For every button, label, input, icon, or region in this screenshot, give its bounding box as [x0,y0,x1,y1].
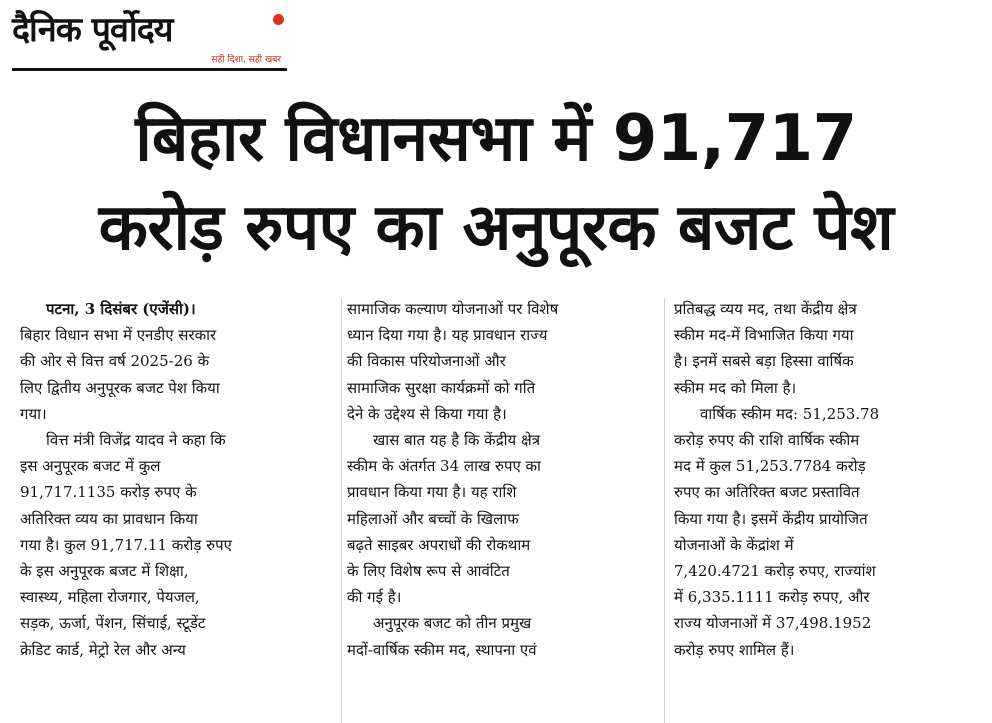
headline [0,95,992,273]
text-line: स्कीम मद-में विभाजित किया गया [674,326,854,345]
text-line: वार्षिक स्कीम मद: 51,253.78 [700,404,880,423]
headline-line-2: करोड़ रुपए का अनुपूरक बजट पेश [98,191,894,265]
text-line: है। इनमें सबसे बड़ा हिस्सा वार्षिक [674,352,854,371]
text-line: अनुपूरक बजट को तीन प्रमुख [373,614,532,633]
headline-line-1: बिहार विधानसभा में 91,717 [135,102,857,176]
text-line: ध्यान दिया गया है। यह प्रावधान राज्य [347,326,548,345]
logo-dot-icon [273,14,284,25]
text-line: बढ़ते साइबर अपराधों की रोकथाम [347,535,531,554]
article-column-2 [347,296,652,723]
text-line: 91,717.1135 करोड़ रुपए के [20,483,197,502]
text-line: राज्य योजनाओं में 37,498.1952 [674,614,872,633]
text-line: किया गया है। इसमें केंद्रीय प्रायोजित [674,509,868,528]
text-line: देने के उद्देश्य से किया गया है। [347,404,507,423]
text-line: के इस अनुपूरक बजट में शिक्षा, [20,562,189,581]
text-line: की ओर से वित्त वर्ष 2025-26 के [20,352,210,371]
text-line: में 6,335.1111 करोड़ रुपए, और [674,588,870,607]
column-divider [341,298,342,723]
text-line: स्वास्थ्य, महिला रोजगार, पेयजल, [20,588,200,607]
text-line: प्रतिबद्ध व्यय मद, तथा केंद्रीय क्षेत्र [674,300,857,318]
text-line: मदों-वार्षिक स्कीम मद, स्थापना एवं [347,640,537,659]
text-line: सामाजिक सुरक्षा कार्यक्रमों को गति [347,378,536,397]
text-line: स्कीम के अंतर्गत 34 लाख रुपए का [347,457,541,476]
article-dateline: पटना, 3 दिसंबर (एजेंसी)। [46,300,196,318]
text-line: प्रावधान किया गया है। यह राशि [347,483,517,502]
text-line: योजनाओं के केंद्रांश में [674,535,794,554]
text-line: के लिए विशेष रूप से आवंटित [347,562,510,581]
text-line: इस अनुपूरक बजट में कुल [20,457,161,476]
text-line: गया। [20,404,47,423]
text-line: सड़क, ऊर्जा, पेंशन, सिंचाई, स्टूडेंट [20,614,206,633]
text-line: करोड़ रुपए शामिल हैं। [674,640,795,659]
article-column-3 [674,296,979,723]
article-column-1 [20,296,338,723]
masthead-rule [12,68,287,71]
text-line: 7,420.4721 करोड़ रुपए, राज्यांश [674,562,876,581]
text-line: क्रेडिट कार्ड, मेट्रो रेल और अन्य [20,640,186,659]
text-line: अतिरिक्त व्यय का प्रावधान किया [20,509,198,528]
text-line: गया है। कुल 91,717.11 करोड़ रुपए [20,535,232,554]
text-line: मद में कुल 51,253.7784 करोड़ [674,457,866,476]
text-line: वित्त मंत्री विजेंद्र यादव ने कहा कि [46,431,226,450]
newspaper-logo: दैनिक पूर्वोदय [12,10,173,50]
text-line: लिए द्वितीय अनुपूरक बजट पेश किया [20,378,220,397]
text-line: रुपए का अतिरिक्त बजट प्रस्तावित [674,483,860,502]
text-line: खास बात यह है कि केंद्रीय क्षेत्र [373,431,541,450]
masthead-tagline: सही दिशा, सही खबर [211,55,281,65]
text-line: सामाजिक कल्याण योजनाओं पर विशेष [347,300,559,318]
text-line: करोड़ रुपए की राशि वार्षिक स्कीम [674,431,860,450]
column-divider [664,298,665,723]
text-line: की गई है। [347,588,402,607]
text-line: स्कीम मद को मिला है। [674,378,797,397]
text-line: की विकास परियोजनाओं और [347,352,506,371]
text-line: महिलाओं और बच्चों के खिलाफ [347,509,519,528]
masthead [12,6,287,72]
text-line: बिहार विधान सभा में एनडीए सरकार [20,326,217,345]
